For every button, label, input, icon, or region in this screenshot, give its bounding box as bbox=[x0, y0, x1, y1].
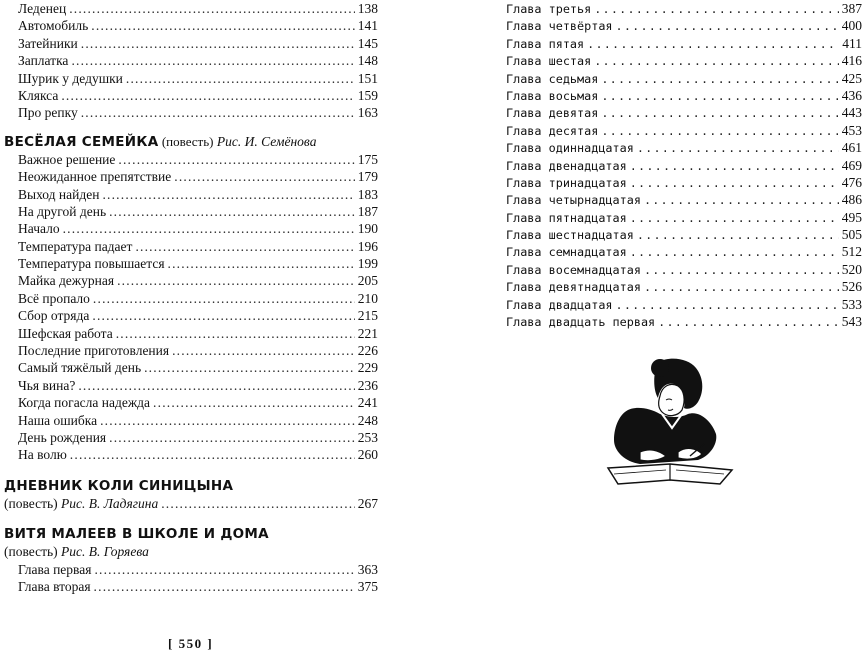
leader-dots bbox=[102, 186, 354, 203]
entry-page: 248 bbox=[357, 412, 378, 428]
entry-page: 196 bbox=[357, 238, 378, 254]
toc-entry[interactable] bbox=[4, 35, 378, 52]
toc-entry[interactable] bbox=[506, 296, 862, 313]
toc-entry[interactable] bbox=[506, 0, 862, 17]
entry-page: 512 bbox=[841, 244, 862, 260]
leader-dots bbox=[601, 88, 838, 105]
entry-page: 159 bbox=[357, 87, 378, 103]
leader-dots bbox=[126, 70, 355, 87]
toc-entry[interactable] bbox=[506, 122, 862, 139]
entry-page: 138 bbox=[357, 1, 378, 16]
entry-title: На другой день bbox=[18, 203, 107, 219]
entry-title: Глава четырнадцатая bbox=[506, 193, 641, 208]
section-title: ВЕСЁЛАЯ СЕМЕЙКА bbox=[4, 133, 159, 150]
toc-entry[interactable] bbox=[4, 377, 378, 394]
entry-title: Глава двадцатая bbox=[506, 297, 613, 312]
leader-dots bbox=[116, 325, 355, 342]
leader-dots bbox=[601, 105, 838, 122]
entry-page: 453 bbox=[841, 122, 862, 138]
toc-list-vitya-continued bbox=[506, 0, 862, 330]
toc-entry[interactable] bbox=[506, 313, 862, 330]
leader-dots bbox=[630, 175, 839, 192]
toc-entry[interactable] bbox=[4, 186, 378, 203]
entry-title: Глава двенадцатая bbox=[506, 158, 627, 173]
toc-entry[interactable] bbox=[4, 272, 378, 289]
toc-entry[interactable] bbox=[506, 157, 862, 174]
entry-page: 179 bbox=[357, 169, 378, 185]
section-genre: (повесть) bbox=[4, 544, 58, 560]
leader-dots bbox=[109, 429, 355, 446]
entry-page: 411 bbox=[842, 35, 862, 51]
entry-title: Наша ошибка bbox=[18, 412, 98, 428]
entry-page: 175 bbox=[357, 151, 378, 167]
leader-dots bbox=[144, 359, 355, 376]
toc-entry[interactable] bbox=[506, 191, 862, 208]
toc-entry[interactable] bbox=[506, 52, 862, 69]
entry-page: 163 bbox=[357, 105, 378, 121]
toc-entry[interactable] bbox=[4, 578, 378, 595]
toc-entry[interactable] bbox=[4, 325, 378, 342]
leader-dots bbox=[616, 297, 839, 314]
entry-title: Глава тринадцатая bbox=[506, 175, 627, 190]
entry-page: 267 bbox=[357, 495, 378, 511]
toc-entry[interactable] bbox=[4, 220, 378, 237]
entry-page: 476 bbox=[841, 174, 862, 190]
toc-entry[interactable] bbox=[4, 0, 378, 17]
toc-list-vitya bbox=[4, 561, 378, 596]
entry-title: Сбор отряда bbox=[18, 308, 90, 324]
entry-title: Глава восемнадцатая bbox=[506, 262, 641, 277]
leader-dots bbox=[100, 412, 355, 429]
entry-title: Глава первая bbox=[18, 561, 92, 577]
leader-dots bbox=[644, 192, 839, 209]
toc-entry[interactable] bbox=[506, 226, 862, 243]
entry-title: Майка дежурная bbox=[18, 273, 115, 289]
entry-title: Глава девятая bbox=[506, 106, 599, 121]
entry-title: Температура падает bbox=[18, 238, 133, 254]
leader-dots bbox=[153, 394, 355, 411]
entry-title: День рождения bbox=[18, 429, 107, 445]
leader-dots bbox=[94, 578, 355, 595]
entry-page: 469 bbox=[841, 157, 862, 173]
leader-dots bbox=[644, 262, 839, 279]
entry-title: Начало bbox=[18, 221, 60, 237]
toc-entry-dnevnik[interactable] bbox=[4, 495, 378, 512]
entry-title: Затейники bbox=[18, 35, 78, 51]
toc-entry[interactable] bbox=[506, 261, 862, 278]
leader-dots bbox=[594, 1, 839, 18]
entry-title: Выход найден bbox=[18, 186, 100, 202]
toc-entry[interactable] bbox=[506, 17, 862, 34]
entry-page: 145 bbox=[357, 35, 378, 51]
entry-title: Глава шестая bbox=[506, 54, 592, 69]
toc-list-veselaya bbox=[4, 151, 378, 464]
toc-entry[interactable] bbox=[506, 70, 862, 87]
toc-entry[interactable] bbox=[506, 139, 862, 156]
toc-entry[interactable] bbox=[4, 394, 378, 411]
toc-entry[interactable] bbox=[506, 87, 862, 104]
entry-page: 495 bbox=[841, 209, 862, 225]
leader-dots bbox=[61, 87, 354, 104]
entry-title: Неожиданное препятствие bbox=[18, 169, 172, 185]
entry-page: 363 bbox=[357, 561, 378, 577]
leader-dots bbox=[81, 104, 355, 121]
section-illustrator: Рис. И. Семёнова bbox=[216, 133, 317, 149]
toc-entry[interactable] bbox=[4, 203, 378, 220]
entry-page: 226 bbox=[357, 343, 378, 359]
entry-page: 461 bbox=[841, 140, 862, 156]
toc-entry[interactable] bbox=[506, 35, 862, 52]
entry-title: Всё пропало bbox=[18, 290, 90, 306]
leader-dots bbox=[172, 342, 355, 359]
leader-dots bbox=[91, 17, 354, 34]
entry-title: Глава двадцать первая bbox=[506, 315, 656, 330]
leader-dots bbox=[78, 377, 354, 394]
leader-dots bbox=[174, 168, 355, 185]
leader-dots bbox=[94, 561, 354, 578]
entry-page: 205 bbox=[357, 273, 378, 289]
leader-dots bbox=[135, 238, 354, 255]
toc-entry[interactable] bbox=[4, 307, 378, 324]
entry-title: Глава пятнадцатая bbox=[506, 210, 627, 225]
entry-page: 199 bbox=[357, 256, 378, 272]
entry-title: Заплатка bbox=[18, 53, 69, 69]
entry-title: На волю bbox=[18, 447, 67, 463]
leader-dots bbox=[161, 495, 355, 512]
leader-dots bbox=[601, 71, 838, 88]
entry-page: 425 bbox=[841, 70, 862, 86]
leader-dots bbox=[109, 203, 355, 220]
toc-entry[interactable] bbox=[506, 243, 862, 260]
entry-title: Глава десятая bbox=[506, 123, 599, 138]
entry-page: 260 bbox=[357, 447, 378, 463]
entry-page: 505 bbox=[841, 227, 862, 243]
entry-title: (повесть) Рис. В. Ладягина bbox=[4, 495, 159, 511]
toc-entry[interactable] bbox=[4, 561, 378, 578]
toc-list-short-stories bbox=[4, 0, 378, 122]
leader-dots bbox=[71, 52, 354, 69]
section-vitya-header bbox=[4, 524, 378, 543]
section-veselaya-header bbox=[4, 132, 378, 151]
hair-bun bbox=[651, 359, 669, 377]
toc-entry[interactable] bbox=[506, 209, 862, 226]
entry-page: 416 bbox=[841, 53, 862, 69]
toc-right-column bbox=[506, 0, 862, 330]
entry-page: 241 bbox=[357, 395, 378, 411]
leader-dots bbox=[118, 151, 354, 168]
toc-entry[interactable] bbox=[4, 238, 378, 255]
entry-title: Когда погасла надежда bbox=[18, 395, 151, 411]
entry-page: 520 bbox=[841, 261, 862, 277]
entry-title: Последние приготовления bbox=[18, 343, 170, 359]
leader-dots bbox=[658, 314, 839, 331]
toc-entry[interactable] bbox=[4, 17, 378, 34]
entry-title: Леденец bbox=[18, 1, 67, 16]
entry-title: Температура повышается bbox=[18, 256, 165, 272]
entry-page: 215 bbox=[357, 308, 378, 324]
entry-page: 148 bbox=[357, 53, 378, 69]
entry-title: Глава вторая bbox=[18, 578, 91, 594]
leader-dots bbox=[644, 279, 839, 296]
toc-entry[interactable] bbox=[4, 70, 378, 87]
leader-dots bbox=[637, 227, 839, 244]
toc-entry[interactable] bbox=[4, 290, 378, 307]
entry-page: 486 bbox=[841, 192, 862, 208]
toc-entry[interactable] bbox=[4, 87, 378, 104]
entry-title: Глава пятая bbox=[506, 36, 585, 51]
section-title: ДНЕВНИК КОЛИ СИНИЦЫНА bbox=[4, 477, 234, 494]
girl-writing-illustration bbox=[600, 352, 745, 492]
entry-page: 400 bbox=[841, 18, 862, 34]
entry-page: 210 bbox=[357, 290, 378, 306]
toc-entry[interactable] bbox=[506, 174, 862, 191]
toc-left-column bbox=[4, 0, 378, 595]
entry-page: 151 bbox=[357, 70, 378, 86]
toc-entry[interactable] bbox=[4, 168, 378, 185]
leader-dots bbox=[637, 140, 839, 157]
entry-title: Важное решение bbox=[18, 151, 116, 167]
entry-title: Чья вина? bbox=[18, 377, 76, 393]
leader-dots bbox=[601, 123, 838, 140]
toc-entry[interactable] bbox=[4, 429, 378, 446]
leader-dots bbox=[168, 255, 355, 272]
leader-dots bbox=[81, 35, 355, 52]
leader-dots bbox=[630, 210, 839, 227]
leader-dots bbox=[63, 220, 355, 237]
section-genre: (повесть) bbox=[161, 133, 214, 149]
leader-dots bbox=[616, 18, 839, 35]
leader-dots bbox=[587, 36, 839, 53]
entry-title: Глава шестнадцатая bbox=[506, 228, 634, 243]
entry-title: Шефская работа bbox=[18, 325, 113, 341]
leader-dots bbox=[117, 272, 355, 289]
entry-title: Глава четвёртая bbox=[506, 19, 613, 34]
entry-page: 190 bbox=[357, 221, 378, 237]
entry-page: 375 bbox=[357, 578, 378, 594]
toc-entry[interactable] bbox=[4, 446, 378, 463]
entry-page: 526 bbox=[841, 279, 862, 295]
entry-page: 236 bbox=[357, 377, 378, 393]
toc-entry[interactable] bbox=[4, 151, 378, 168]
entry-title: Шурик у дедушки bbox=[18, 70, 123, 86]
entry-title: Про репку bbox=[18, 105, 78, 121]
section-illustrator: Рис. В. Горяева bbox=[61, 544, 149, 560]
entry-page: 229 bbox=[357, 360, 378, 376]
leader-dots bbox=[93, 290, 355, 307]
toc-entry[interactable] bbox=[4, 52, 378, 69]
entry-title: Самый тяжёлый день bbox=[18, 360, 142, 376]
leader-dots bbox=[630, 158, 839, 175]
toc-entry[interactable] bbox=[506, 278, 862, 295]
entry-page: 187 bbox=[357, 203, 378, 219]
toc-entry[interactable] bbox=[4, 104, 378, 121]
toc-entry[interactable] bbox=[4, 359, 378, 376]
entry-title: Глава одиннадцатая bbox=[506, 141, 634, 156]
toc-entry[interactable] bbox=[4, 412, 378, 429]
leader-dots bbox=[92, 307, 354, 324]
entry-title: Глава семнадцатая bbox=[506, 245, 627, 260]
entry-page: 141 bbox=[357, 18, 378, 34]
entry-title: Автомобиль bbox=[18, 18, 89, 34]
entry-title: Глава седьмая bbox=[506, 71, 599, 86]
section-vitya-subtitle bbox=[4, 543, 378, 560]
entry-page: 183 bbox=[357, 186, 378, 202]
leader-dots bbox=[69, 0, 355, 17]
entry-title: Глава восьмая bbox=[506, 88, 599, 103]
entry-page: 436 bbox=[841, 87, 862, 103]
section-title: ВИТЯ МАЛЕЕВ В ШКОЛЕ И ДОМА bbox=[4, 526, 269, 543]
leader-dots bbox=[630, 244, 839, 261]
section-dnevnik-header bbox=[4, 476, 378, 495]
entry-title: Клякса bbox=[18, 87, 59, 103]
entry-page: 253 bbox=[357, 429, 378, 445]
toc-entry[interactable] bbox=[4, 342, 378, 359]
entry-title: Глава третья bbox=[506, 2, 592, 16]
entry-page: 387 bbox=[841, 1, 862, 16]
entry-title: Глава девятнадцатая bbox=[506, 280, 641, 295]
toc-entry[interactable] bbox=[506, 104, 862, 121]
page-number: [ 550 ] bbox=[168, 636, 214, 651]
entry-page: 533 bbox=[841, 296, 862, 312]
toc-entry[interactable] bbox=[4, 255, 378, 272]
entry-page: 543 bbox=[841, 314, 862, 330]
leader-dots bbox=[594, 53, 839, 70]
leader-dots bbox=[70, 446, 355, 463]
entry-page: 221 bbox=[357, 325, 378, 341]
entry-page: 443 bbox=[841, 105, 862, 121]
